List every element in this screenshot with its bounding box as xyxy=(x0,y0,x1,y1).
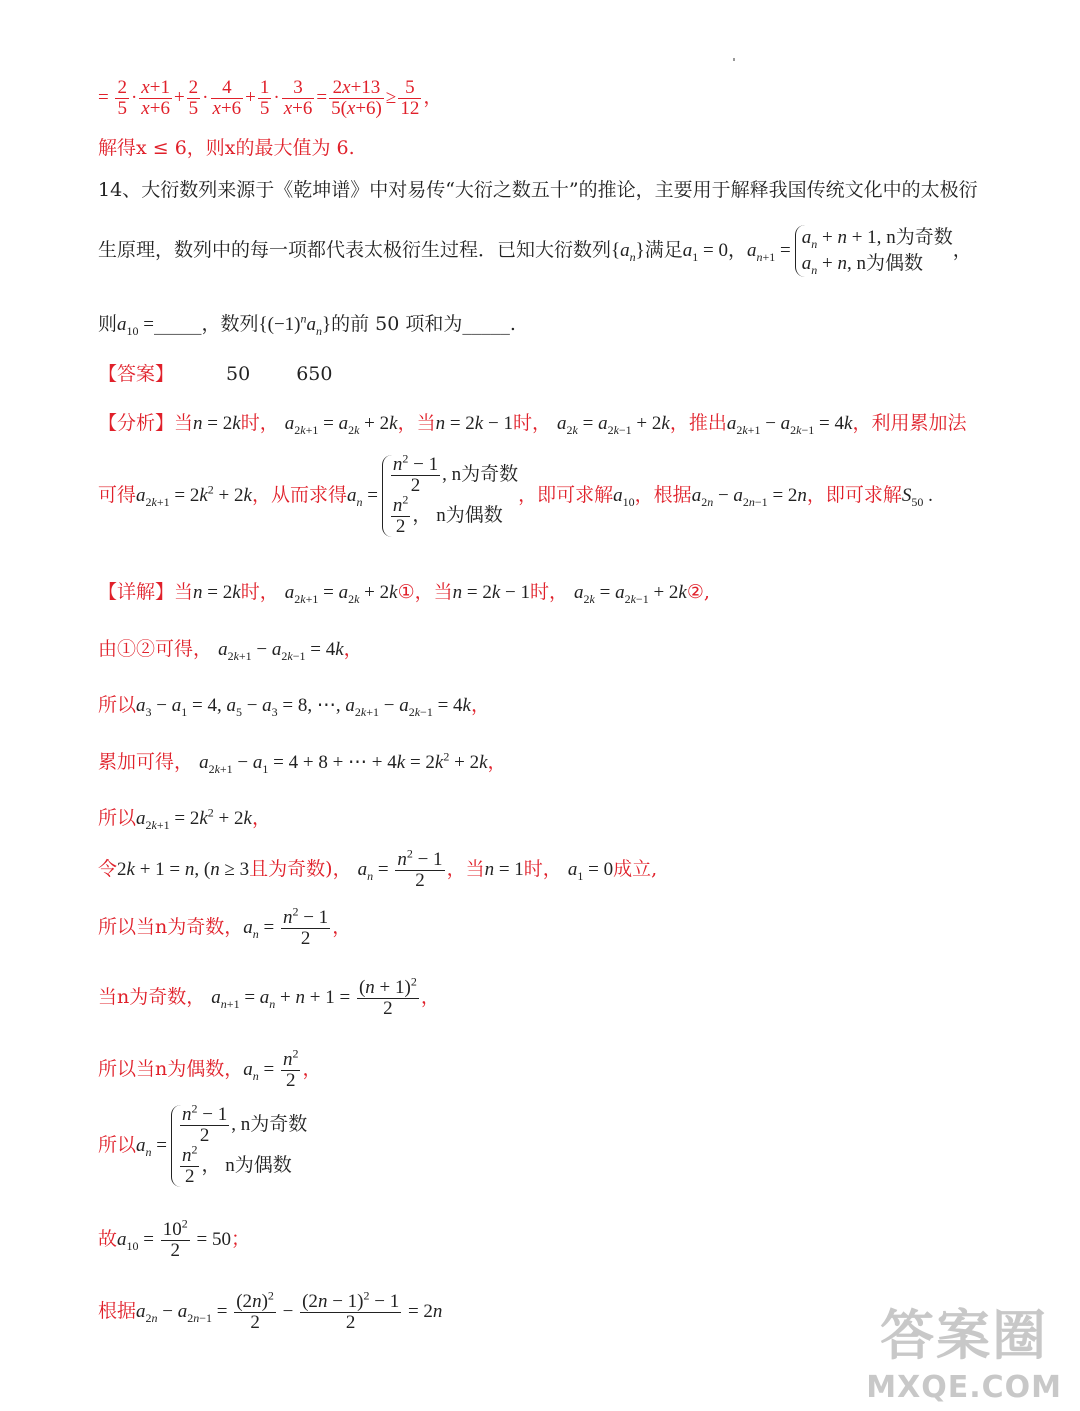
analysis-line-2: 可得$a_{2k+1} = 2k^2 + 2k$，从而求得$a_n$ = $\frac{n^2 - 1}{2}$ , n为奇数 $\frac{n^2}{2}$ ， n为偶数 ，即可求解$a_{10}$，根据$a_{2n} - a_{2n-1} = 2n$，即可求解$S_{50}$ . xyxy=(98,451,933,537)
answer-line: 【答案】 50 650 xyxy=(98,363,333,385)
detail-line-10: 所以$a_n$ = $\frac{n^2 - 1}{2}$ , n为奇数 $\frac{n^2}{2}$ ， n为偶数 xyxy=(98,1101,308,1187)
detail-line: 【详解】当n = 2k时， $a_{2k+1} = a_{2k}$ + 2k①，当n = 2k − 1时， $a_{2k} = a_{2k-1}$ + 2k②, xyxy=(98,581,710,606)
detail-line-3: 所以$a_3 - a_1 = 4$, $a_5 - a_3 = 8$, ⋯, $a_{2k+1} - a_{2k-1} = 4k$， xyxy=(98,694,490,719)
detail-line-2: 由①②可得， $a_{2k+1} - a_{2k-1} = 4k$， xyxy=(98,638,363,663)
detail-line-12: 根据$a_{2n} - a_{2n-1}$ = $\frac{(2n)^2}{2}$ − $\frac{(2n - 1)^2 - 1}{2}$ = 2n xyxy=(98,1288,443,1333)
detail-line-4: 累加可得， $a_{2k+1} - a_1 = 4 + 8$ + ⋯ + $4k = 2k^2 + 2k$， xyxy=(98,749,507,776)
stray-mark xyxy=(733,58,735,61)
detail-line-11: 故$a_{10}$ = $\frac{10^2}{2}$ = 50； xyxy=(98,1216,250,1261)
detail-line-5: 所以$a_{2k+1} = 2k^2 + 2k$， xyxy=(98,805,271,832)
question-text-3: 则$a_{10}$ =_____，数列$\{(-1)^na_n\}$的前 50 项和为_____. xyxy=(98,311,516,338)
detail-line-8: 当n为奇数， $a_{n+1} = a_n + n + 1$ = $\frac{(n + 1)^2}{2}$ ， xyxy=(98,974,440,1019)
solution-line: 解得x ≤ 6，则x的最大值为 6. xyxy=(98,137,355,159)
question-text: 14、大衍数列来源于《乾坤谱》中对易传“大衍之数五十”的推论，主要用于解释我国传统文化中的太极衍 xyxy=(98,179,978,201)
analysis-line: 【分析】当n = 2k时， $a_{2k+1} = a_{2k} + 2k$，当n = 2k − 1时， $a_{2k} = a_{2k-1} + 2k$，推出$a_{2k+1} - a_{2k-1} = 4k$，利用累加法 xyxy=(98,412,967,437)
equation-line: = $\frac{2}{5}$ · $\frac{x+1}{x+6}$ + $\frac{2}{5}$ · $\frac{4}{x+6}$ + $\frac{1}{5}$ · $\frac{3}{x+6}$ = $\frac{2x+13}{5(x+6)}$ ≥ $\frac{5}{12}$ ， xyxy=(98,77,443,119)
detail-line-6: 令2k + 1 = n, (n ≥ 3且为奇数)， $a_n$ = $\frac{n^2 - 1}{2}$ ，当n = 1时， $a_1 = 0$成立, xyxy=(98,846,658,891)
watermark-logo: 答案圈 MXQE.COM xyxy=(866,1304,1062,1405)
question-text-2: 生原理，数列中的每一项都代表太极衍生过程．已知大衍数列$\{a_n\}$满足$a_1 = 0$，$a_{n+1}$ = $a_n + n + 1$, n为奇数 $a_n + n$, n为偶数 ， xyxy=(98,227,972,277)
detail-line-7: 所以当n为奇数，$a_n$ = $\frac{n^2 - 1}{2}$ ， xyxy=(98,904,352,949)
detail-line-9: 所以当n为偶数，$a_n$ = $\frac{n^2}{2}$ ， xyxy=(98,1046,322,1091)
